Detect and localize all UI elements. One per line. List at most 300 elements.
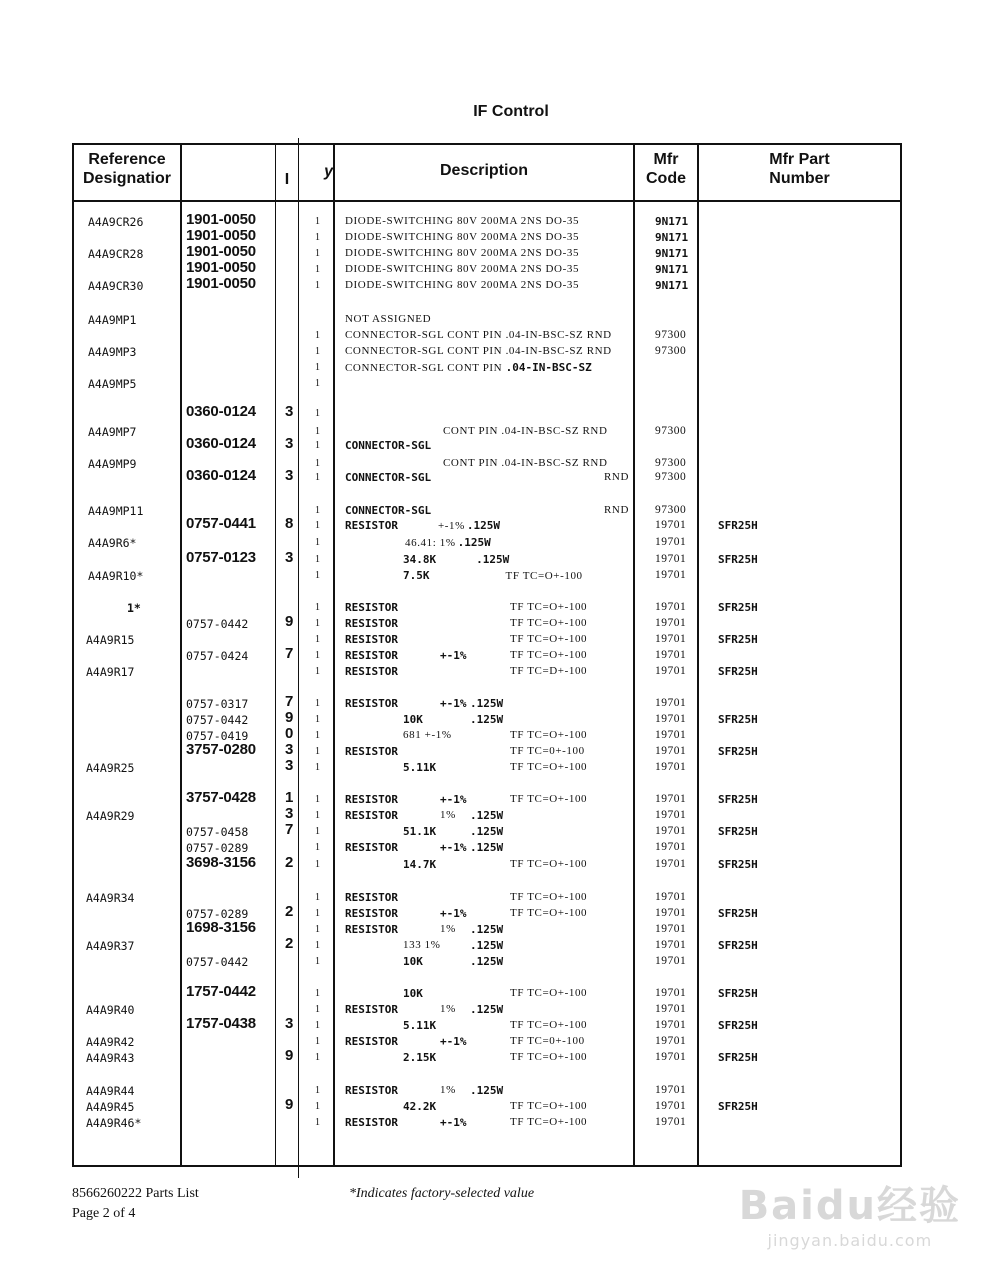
wattage-text: .125W [470,809,504,822]
table-row-qty: 1 [315,988,320,999]
table-row-value [440,1035,467,1048]
description-text: DIODE-SWITCHING 80V 200MA 2NS DO-35 [345,279,580,291]
table-row-tempco: TF TC=O+-100 [510,891,588,903]
table-row-qty: 1 [315,666,320,677]
table-row-description-end: RND [604,471,630,483]
table-row-part-number: 0757-0317 [186,697,249,711]
table-row-part-number: 1901-0050 [186,259,256,276]
resistor-label: RESISTOR [345,665,398,678]
table-row-resistor-label [345,907,398,920]
header-mfr-part-number [699,150,900,188]
table-row-qty: 1 [315,810,320,821]
header-col-c-label: I [284,171,290,188]
table-row-description [345,519,500,532]
wattage-text: .125W [470,841,504,854]
wattage-text: .125W [470,939,504,952]
table-row-resistor-label [345,697,398,710]
value-text: 133 1% [403,939,441,951]
table-row-ref: A4A9R15 [86,633,135,647]
header-mfr-code-line-2: Code [646,170,686,187]
table-row-part-number: 0757-0424 [186,649,249,663]
table-row-check-digit: 1 [285,789,294,806]
table-row-ref: A4A9R45 [86,1100,135,1114]
table-row-part-number: 0757-0441 [186,515,256,532]
table-row-part-number: 0757-0123 [186,549,256,566]
table-row-tempco: TF TC=O+-100 [510,987,588,999]
value-text: 51.1K [403,825,437,838]
header-mfr-code [635,150,697,188]
table-row-qty: 1 [315,794,320,805]
header-col-d [299,162,333,181]
wattage-text: .125W [470,1003,504,1016]
table-row-tempco: TF TC=O+-100 [510,907,588,919]
table-row-resistor-label [345,891,398,904]
header-bottom-border [72,200,902,202]
description-tempco: TF TC=O+-100 [505,570,583,582]
value-text: 1% [440,923,456,935]
table-row-mfr-code: 19701 [655,745,687,757]
header-reference-designator [74,150,180,188]
table-row-tempco: TF TC=0+-100 [510,1035,585,1047]
table-row-qty: 1 [315,730,320,741]
table-row-wattage [470,825,503,838]
table-row-check-digit: 3 [285,435,294,452]
resistor-label: RESISTOR [345,1035,398,1048]
description-tolerance: 46.41: 1% [405,537,456,549]
table-row-check-digit: 2 [285,935,294,952]
description-text: DIODE-SWITCHING 80V 200MA 2NS DO-35 [345,231,580,243]
table-row-mfr-part-number: SFR25H [718,1019,758,1032]
table-row-mfr-code: 97300 [655,425,687,437]
header-mfr-part-line-1: Mfr Part [769,151,830,168]
col-divider-7 [697,143,699,1167]
table-row-value [403,761,436,774]
table-row-ref: A4A9MP9 [88,457,137,471]
table-row-mfr-code: 19701 [655,1084,687,1096]
table-row-qty: 1 [315,330,320,341]
table-row-mfr-code: 19701 [655,697,687,709]
table-row-ref: A4A9R34 [86,891,135,905]
table-row-qty: 1 [315,362,320,373]
table-row-mfr-code: 19701 [655,569,687,581]
table-row-mfr-code: 19701 [655,536,687,548]
table-row-wattage [470,697,503,710]
description-bold-text: CONNECTOR-SGL [345,439,432,452]
wattage-text: .125W [470,955,504,968]
table-row-qty: 1 [315,1020,320,1031]
table-row-description-end: RND [604,504,630,516]
wattage-text: .125W [470,825,504,838]
table-row-ref: A4A9MP3 [88,345,137,359]
table-row-mfr-code: 9N171 [655,247,689,260]
value-text: 10K [403,713,423,726]
table-row-wattage [470,841,503,854]
table-row-qty: 1 [315,408,320,419]
description-text: NOT ASSIGNED [345,313,432,325]
table-row-mfr-code: 19701 [655,891,687,903]
header-mfr-part-line-2: Number [769,170,830,187]
table-row-value [440,1003,456,1015]
description-text: DIODE-SWITCHING 80V 200MA 2NS DO-35 [345,247,580,259]
table-row-qty: 1 [315,537,320,548]
table-row-mfr-part-number: SFR25H [718,601,758,614]
footer-page-number: Page 2 of 4 [72,1206,136,1221]
table-row-qty: 1 [315,248,320,259]
table-row-resistor-label [345,1035,398,1048]
table-row-qty: 1 [315,602,320,613]
table-row-ref: A4A9R25 [86,761,135,775]
table-row-mfr-code: 19701 [655,1051,687,1063]
description-tolerance: +-1% [437,520,465,532]
header-col-c [276,170,298,189]
resistor-label: RESISTOR [345,1116,398,1129]
table-row-qty: 1 [315,472,320,483]
table-row-mfr-part-number: SFR25H [718,553,758,566]
table-row-value [403,1100,436,1113]
table-row-ref: A4A9MP1 [88,313,137,327]
table-row-value [403,1051,436,1064]
table-row-qty: 1 [315,505,320,516]
table-row-qty: 1 [315,440,320,451]
table-row-mfr-code: 97300 [655,471,687,483]
table-row-qty: 1 [315,458,320,469]
description-wattage: .125W [457,536,491,549]
table-row-qty: 1 [315,746,320,757]
table-row-description [345,536,491,549]
table-row-value [440,809,456,821]
value-text: 681 +-1% [403,729,452,741]
table-row-part-number: 1901-0050 [186,275,256,292]
table-row-part-number: 0360-0124 [186,435,256,452]
table-row-resistor-label [345,793,398,806]
resistor-label: RESISTOR [345,649,398,662]
table-row-resistor-label [345,1116,398,1129]
table-row-part-number: 1757-0442 [186,983,256,1000]
header-description-label: Description [439,162,528,179]
table-row-qty: 1 [315,714,320,725]
table-row-ref: A4A9MP11 [88,504,144,518]
table-row-ref: A4A9R46* [86,1116,142,1130]
table-row-mfr-code: 19701 [655,1019,687,1031]
table-row-description [345,329,612,341]
table-row-mfr-part-number: SFR25H [718,793,758,806]
table-row-qty: 1 [315,378,320,389]
table-row-description [403,553,509,566]
table-row-part-number: 0757-0419 [186,729,249,743]
col-divider-3 [275,143,276,1167]
table-row-check-digit: 7 [285,821,294,838]
description-bold-text: 34.8K [403,553,437,566]
col-divider-6 [633,143,635,1167]
value-text: 42.2K [403,1100,437,1113]
table-row-value [440,1116,467,1129]
table-row-mfr-code: 19701 [655,858,687,870]
table-row-check-digit: 3 [285,1015,294,1032]
table-row-part-number: 0757-0458 [186,825,249,839]
table-row-mfr-code: 19701 [655,939,687,951]
watermark-brand: Baidu经验 [738,1183,961,1229]
table-row-tempco: TF TC=O+-100 [510,761,588,773]
table-row-check-digit: 3 [285,741,294,758]
value-text: +-1% [440,697,467,710]
table-row-description [345,471,431,484]
table-row-part-number: 0360-0124 [186,403,256,420]
table-row-mfr-code: 9N171 [655,231,689,244]
table-row-value [403,713,423,726]
table-row-qty: 1 [315,924,320,935]
table-row-resistor-label [345,649,398,662]
table-row-part-number: 3757-0280 [186,741,256,758]
table-row-mfr-code: 19701 [655,955,687,967]
table-row-mfr-code: 19701 [655,649,687,661]
table-row-mfr-code: 19701 [655,553,687,565]
value-text: 10K [403,987,423,1000]
table-row-check-digit: 7 [285,693,294,710]
table-row-qty: 1 [315,426,320,437]
value-text: 10K [403,955,423,968]
header-mfr-code-line-1: Mfr [653,151,679,168]
table-row-mfr-code: 19701 [655,1116,687,1128]
table-row-mfr-part-number: SFR25H [718,1051,758,1064]
value-text: 1% [440,1084,456,1096]
table-row-mfr-code: 19701 [655,729,687,741]
table-row-qty: 1 [315,1052,320,1063]
table-row-description [345,361,592,374]
table-row-ref: A4A9R37 [86,939,135,953]
table-row-part-number: 1901-0050 [186,211,256,228]
table-row-qty: 1 [315,1101,320,1112]
table-row-check-digit: 9 [285,1047,294,1064]
table-row-qty: 1 [315,1085,320,1096]
value-text: +-1% [440,841,467,854]
resistor-label: RESISTOR [345,793,398,806]
table-row-mfr-part-number: SFR25H [718,939,758,952]
table-row-part-number: 0757-0289 [186,841,249,855]
table-top-border [72,143,902,145]
description-text: CONNECTOR-SGL CONT PIN .04-IN-BSC-SZ RND [345,329,612,341]
table-row-description [345,439,431,452]
resistor-label: RESISTOR [345,601,398,614]
table-row-wattage [470,923,503,936]
table-row-description [345,247,579,259]
table-row-value [440,907,467,920]
table-row-check-digit: 3 [285,549,294,566]
table-row-qty: 1 [315,634,320,645]
table-row-mfr-part-number: SFR25H [718,907,758,920]
table-row-ref: A4A9CR26 [88,215,144,229]
table-row-mfr-code: 19701 [655,1003,687,1015]
table-row-mfr-code: 97300 [655,457,687,469]
table-row-check-digit: 3 [285,467,294,484]
table-row-tempco: TF TC=0+-100 [510,745,585,757]
table-row-qty: 1 [315,520,320,531]
table-row-check-digit: 3 [285,805,294,822]
table-row-tempco: TF TC=O+-100 [510,729,588,741]
table-row-ref: 1* [127,601,141,615]
table-row-description [345,313,431,325]
table-row-ref: A4A9R44 [86,1084,135,1098]
table-row-mfr-code: 19701 [655,601,687,613]
table-row-part-number: 1901-0050 [186,227,256,244]
watermark-url: jingyan.baidu.com [767,1231,933,1250]
resistor-label: RESISTOR [345,841,398,854]
table-row-qty: 1 [315,859,320,870]
table-row-tempco: TF TC=O+-100 [510,793,588,805]
table-row-mfr-code: 9N171 [655,263,689,276]
table-row-mfr-code: 19701 [655,633,687,645]
table-row-check-digit: 2 [285,903,294,920]
table-row-mfr-part-number: SFR25H [718,825,758,838]
table-row-mfr-part-number: SFR25H [718,987,758,1000]
table-row-description [443,425,608,437]
table-row-tempco: TF TC=O+-100 [510,858,588,870]
table-row-resistor-label [345,601,398,614]
description-text: CONNECTOR-SGL CONT PIN [345,362,503,374]
value-text: 1% [440,809,456,821]
table-row-ref: A4A9R10* [88,569,144,583]
value-text: 5.11K [403,761,437,774]
table-row-qty: 1 [315,280,320,291]
wattage-text: .125W [470,923,504,936]
table-row-qty: 1 [315,762,320,773]
resistor-label: RESISTOR [345,923,398,936]
wattage-text: .125W [470,1084,504,1097]
table-row-mfr-code: 19701 [655,519,687,531]
table-row-wattage [470,1003,503,1016]
resistor-label: RESISTOR [345,809,398,822]
table-row-qty: 1 [315,1004,320,1015]
table-row-part-number: 1698-3156 [186,919,256,936]
table-row-qty: 1 [315,618,320,629]
value-text: +-1% [440,1116,467,1129]
resistor-label: RESISTOR [345,617,398,630]
table-row-value [440,649,467,662]
table-row-check-digit: 9 [285,613,294,630]
header-ref-line-2: Designatior [82,170,171,187]
table-row-description [443,457,608,469]
table-row-resistor-label [345,841,398,854]
description-bold-text: 7.5K [403,569,430,582]
description-wattage: .125W [476,553,510,566]
table-row-check-digit: 3 [285,757,294,774]
resistor-label: RESISTOR [345,697,398,710]
table-row-description [403,569,583,582]
table-row-resistor-label [345,745,398,758]
table-row-description [345,231,579,243]
table-row-wattage [470,809,503,822]
table-row-tempco: TF TC=O+-100 [510,1051,588,1063]
table-row-value [403,858,436,871]
table-row-resistor-label [345,923,398,936]
table-row-mfr-code: 19701 [655,923,687,935]
table-row-resistor-label [345,633,398,646]
table-row-mfr-part-number: SFR25H [718,745,758,758]
table-row-mfr-part-number: SFR25H [718,1100,758,1113]
table-row-tempco: TF TC=O+-100 [510,1019,588,1031]
watermark [739,1174,961,1250]
table-row-wattage [470,1084,503,1097]
table-row-mfr-part-number: SFR25H [718,858,758,871]
table-row-mfr-code: 9N171 [655,279,689,292]
table-row-mfr-part-number: SFR25H [718,713,758,726]
value-text: +-1% [440,793,467,806]
table-row-mfr-code: 19701 [655,1100,687,1112]
wattage-text: .125W [470,697,504,710]
table-row-resistor-label [345,1084,398,1097]
table-row-mfr-code: 97300 [655,504,687,516]
resistor-label: RESISTOR [345,1084,398,1097]
resistor-label: RESISTOR [345,891,398,904]
table-bottom-border [72,1165,902,1167]
col-divider-5 [333,143,335,1167]
table-row-qty: 1 [315,554,320,565]
table-row-tempco: TF TC=O+-100 [510,1100,588,1112]
table-row-tempco: TF TC=O+-100 [510,649,588,661]
table-row-ref: A4A9R40 [86,1003,135,1017]
table-row-qty: 1 [315,908,320,919]
table-row-part-number: 0757-0442 [186,955,249,969]
table-row-wattage [470,955,503,968]
table-row-ref: A4A9R29 [86,809,135,823]
page-title: IF Control [473,103,549,120]
description-text: DIODE-SWITCHING 80V 200MA 2NS DO-35 [345,263,580,275]
table-row-mfr-code: 19701 [655,793,687,805]
table-row-description [345,504,431,517]
table-row-resistor-label [345,617,398,630]
resistor-label: RESISTOR [345,745,398,758]
table-row-mfr-code: 19701 [655,907,687,919]
table-row-tempco: TF TC=O+-100 [510,633,588,645]
table-row-value [440,697,467,710]
table-row-mfr-code: 19701 [655,665,687,677]
table-row-part-number: 0757-0289 [186,907,249,921]
table-row-ref: A4A9CR30 [88,279,144,293]
value-text: 14.7K [403,858,437,871]
table-row-mfr-code: 19701 [655,713,687,725]
footer-note: *Indicates factory-selected value [349,1186,535,1201]
table-row-mfr-code: 19701 [655,825,687,837]
table-row-ref: A4A9R17 [86,665,135,679]
resistor-label: RESISTOR [345,907,398,920]
table-row-value [440,923,456,935]
table-row-mfr-code: 19701 [655,809,687,821]
table-row-qty: 1 [315,842,320,853]
table-row-check-digit: 8 [285,515,294,532]
table-row-wattage [470,939,503,952]
table-row-qty: 1 [315,650,320,661]
description-text: CONNECTOR-SGL CONT PIN .04-IN-BSC-SZ RND [345,345,612,357]
table-row-mfr-part-number: SFR25H [718,519,758,532]
table-row-description [345,215,579,227]
table-row-mfr-code: 19701 [655,761,687,773]
table-row-ref: A4A9R42 [86,1035,135,1049]
description-text: CONT PIN .04-IN-BSC-SZ RND [443,425,608,437]
table-row-check-digit: 9 [285,1096,294,1113]
description-bold-text: .04-IN-BSC-SZ [505,361,592,374]
table-row-part-number: 1901-0050 [186,243,256,260]
table-row-ref: A4A9R43 [86,1051,135,1065]
col-divider-4 [298,138,299,1178]
table-row-qty: 1 [315,1036,320,1047]
table-row-mfr-code: 19701 [655,841,687,853]
table-row-mfr-code: 9N171 [655,215,689,228]
description-bold-text: CONNECTOR-SGL [345,504,432,517]
description-bold-text: CONNECTOR-SGL [345,471,432,484]
col-divider-1 [72,143,74,1167]
table-row-qty: 1 [315,940,320,951]
table-row-value [403,1019,436,1032]
table-row-part-number: 3757-0428 [186,789,256,806]
